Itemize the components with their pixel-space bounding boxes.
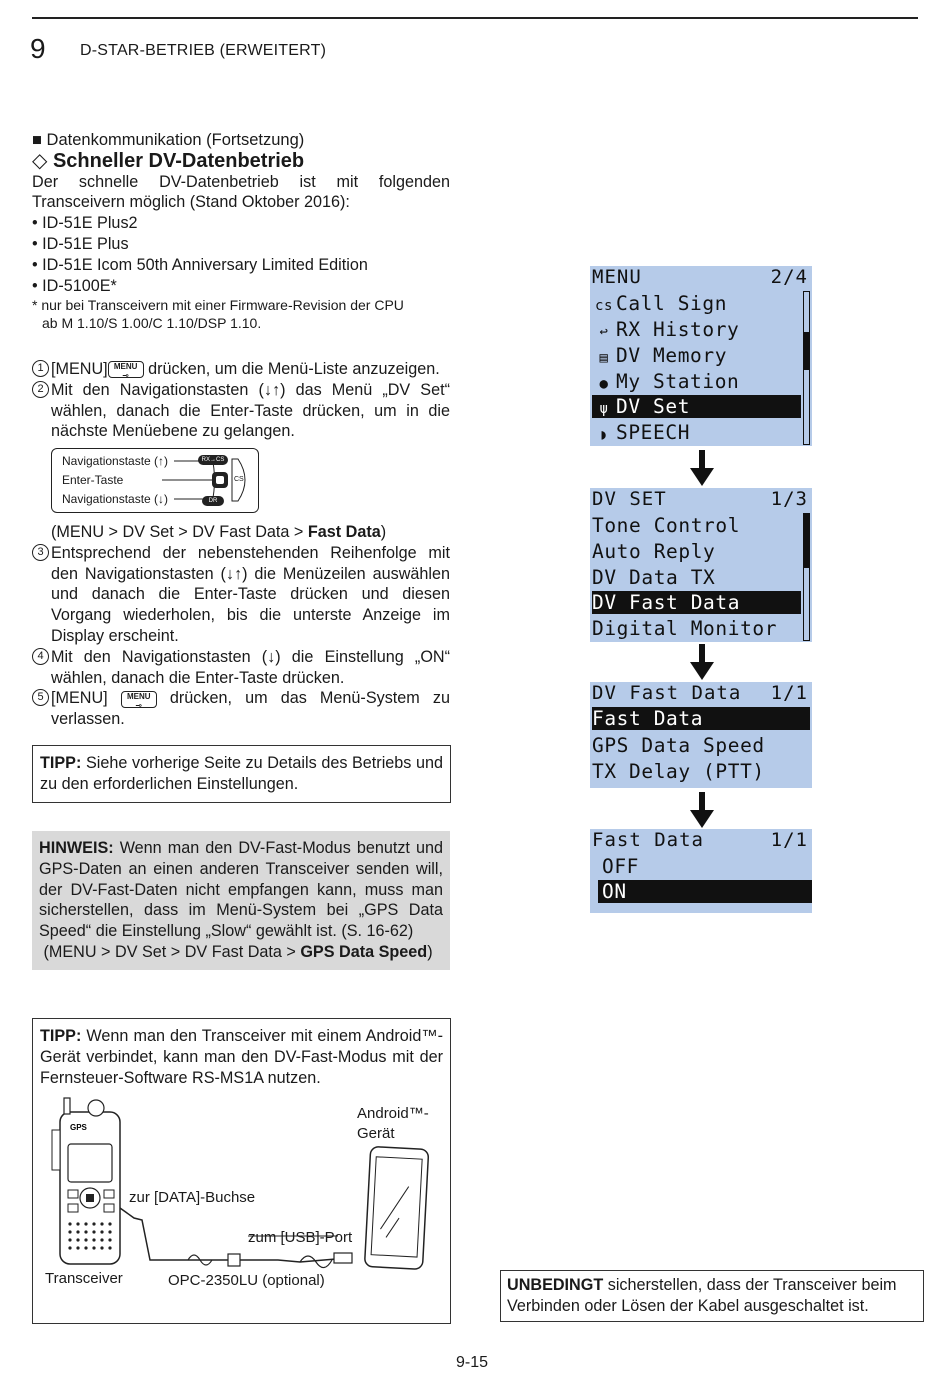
speech-icon: ◗ xyxy=(599,427,609,443)
section-subheading: ◇ Schneller DV-Datenbetrieb xyxy=(32,149,305,172)
warning-box xyxy=(500,1270,924,1322)
tip-text: Siehe vorherige Seite zu Details des Betriebs und zu den erforderlichen Einstellungen. xyxy=(40,754,443,793)
lcd-row-dv-data-tx: DV Data TX xyxy=(592,566,716,589)
footnote: * nur bei Transceivern mit einer Firmware-Revision der CPU xyxy=(32,297,404,314)
enter-key-label: Enter-Taste xyxy=(62,473,124,487)
lcd-option-on-selected: ON xyxy=(598,880,812,903)
lcd-header: DV SET 1/3 xyxy=(592,488,808,510)
step-4: 4 Mit den Navigationstasten (↓) die Einstellung „ON“ wählen, danach die Enter-Taste drücken. xyxy=(32,647,450,689)
header-rule xyxy=(32,17,918,19)
section-intro xyxy=(32,130,450,332)
steps-3-5 xyxy=(32,522,450,730)
lcd-row-speech: ◗ SPEECH xyxy=(592,421,690,444)
step-2: 2 Mit den Navigationstasten (↓↑) das Menü „DV Set“ wählen, danach die Enter-Taste drücken, um in die nächste Menüebene zu gelangen. xyxy=(32,380,450,442)
tip-box xyxy=(32,745,451,803)
lcd-option-off: OFF xyxy=(602,855,640,878)
note-box xyxy=(32,831,450,970)
step-3: 3 Entsprechend der nebenstehenden Reihenfolge mit den Navigationstasten (↓↑) die Menüzeilen auswählen und danach die Enter-Taste drücken und diesen Vorgang wiederholen, bis die unterste Anzeige im Display erscheint. xyxy=(32,543,450,647)
list-item: • ID-51E Plus2 xyxy=(32,214,138,233)
dv-memory-icon: ▤ xyxy=(599,350,609,366)
dv-set-icon: ψ xyxy=(599,401,609,417)
lcd-header: Fast Data 1/1 xyxy=(592,829,808,851)
step-number: 3 xyxy=(32,544,49,561)
person-icon: ● xyxy=(599,376,609,392)
lcd-row-my-station: ● My Station xyxy=(592,370,739,393)
transceiver-label: Transceiver xyxy=(45,1270,123,1287)
tip-label: TIPP: xyxy=(40,1027,82,1045)
rx-cs-button: RX→CS xyxy=(198,455,228,465)
lcd-row-dv-fast-data-selected: DV Fast Data xyxy=(592,591,801,614)
lcd-screen-dv-set xyxy=(590,488,812,642)
callsign-icon: cs xyxy=(594,298,614,314)
warning-label: UNBEDINGT xyxy=(507,1276,604,1294)
list-item: • ID-51E Icom 50th Anniversary Limited Edition xyxy=(32,255,368,274)
lcd-row-tone-control: Tone Control xyxy=(592,514,741,537)
step-1: 1 [MENU] MENU ⊸ drücken, um die Menü-Liste anzuzeigen. xyxy=(32,359,450,380)
data-jack-label: zur [DATA]-Buchse xyxy=(129,1189,256,1206)
lcd-scrollbar xyxy=(803,291,810,445)
step-number: 4 xyxy=(32,648,49,665)
down-arrow-icon xyxy=(690,644,714,680)
lcd-header: DV Fast Data 1/1 xyxy=(592,682,808,704)
page-number: 9-15 xyxy=(456,1354,489,1371)
navigation-key-diagram xyxy=(51,448,259,513)
down-arrow-icon xyxy=(690,792,714,828)
list-item: • ID-5100E* xyxy=(32,276,117,295)
lcd-row-dv-memory: ▤ DV Memory xyxy=(592,344,727,367)
nav-down-label: Navigationstaste (↓) xyxy=(62,492,169,506)
lcd-row-call-sign: cs Call Sign xyxy=(592,292,727,315)
step-number: 5 xyxy=(32,689,49,706)
chapter-number: 9 xyxy=(30,33,46,64)
chapter-title: D-STAR-BETRIEB (ERWEITERT) xyxy=(80,42,327,59)
menu-key-icon: MENU ⊸ xyxy=(121,691,157,708)
intro-paragraph: Der schnelle DV-Datenbetrieb ist mit folgenden Transceivern möglich (Stand Oktober 2016): xyxy=(32,172,450,212)
down-arrow-icon xyxy=(690,450,714,486)
footnote-continued: ab M 1.10/S 1.00/C 1.10/DSP 1.10. xyxy=(42,315,262,332)
menu-path: (MENU > DV Set > DV Fast Data > Fast Data) xyxy=(51,523,387,541)
cs-button: CS xyxy=(234,476,244,483)
tip-text: Wenn man den Transceiver mit einem Android™-Gerät verbindet, kann man den DV-Fast-Modus mit der Fernsteuer-Software RS-MS1A nutzen. xyxy=(40,1027,443,1087)
lcd-scrollbar xyxy=(803,513,810,641)
nav-up-label: Navigationstaste (↑) xyxy=(62,454,169,468)
radio-brand-text: GPS xyxy=(70,1123,87,1132)
steps-1-2 xyxy=(32,359,450,442)
step-5: 5 [MENU] MENU ⊸ drücken, um das Menü-System zu verlassen. xyxy=(32,688,450,730)
lcd-screen-dv-fast-data xyxy=(590,682,812,788)
step-number: 2 xyxy=(32,381,49,398)
dr-button: DR xyxy=(202,496,224,506)
lcd-row-gps-data-speed: GPS Data Speed xyxy=(592,734,765,757)
lcd-screen-menu xyxy=(590,266,812,446)
lcd-row-rx-history: ↩ RX History xyxy=(592,318,739,341)
step-number: 1 xyxy=(32,360,49,377)
menu-key-icon: MENU ⊸ xyxy=(108,361,144,378)
lcd-header: MENU 2/4 xyxy=(592,266,808,288)
section-heading: ■ Datenkommunikation (Fortsetzung) xyxy=(32,131,305,149)
usb-port-label: zum [USB]-Port xyxy=(248,1229,353,1246)
rx-history-icon: ↩ xyxy=(599,324,609,340)
lcd-row-fast-data-selected: Fast Data xyxy=(592,707,810,730)
android-device-label: Android™- Gerät xyxy=(357,1105,429,1142)
lcd-row-tx-delay: TX Delay (PTT) xyxy=(592,760,765,783)
note-label: HINWEIS: xyxy=(39,839,114,857)
lcd-row-auto-reply: Auto Reply xyxy=(592,540,716,563)
lcd-row-digital-monitor: Digital Monitor xyxy=(592,617,778,640)
list-item: • ID-51E Plus xyxy=(32,234,129,253)
lcd-screen-fast-data xyxy=(590,829,812,913)
note-text: Wenn man den DV-Fast-Modus benutzt und GPS-Daten an einen anderen Transceiver senden will, der DV-Fast-Daten nicht empfangen kann, muss man sicherstellen, dass im Menü-System bei „GPS Data Speed“ die Einstellung „Slow“ gewählt ist. (S. 16-62) xyxy=(39,839,443,941)
note-menu-path: (MENU > DV Set > DV Fast Data > GPS Data Speed) xyxy=(43,942,433,961)
lcd-row-dv-set-selected: ψ DV Set xyxy=(592,395,801,418)
warning-text: sicherstellen, dass der Transceiver beim Verbinden oder Lösen der Kabel ausgeschaltet ist. xyxy=(507,1276,897,1315)
tip-label: TIPP: xyxy=(40,754,82,772)
cable-label: OPC-2350LU (optional) xyxy=(168,1272,325,1289)
